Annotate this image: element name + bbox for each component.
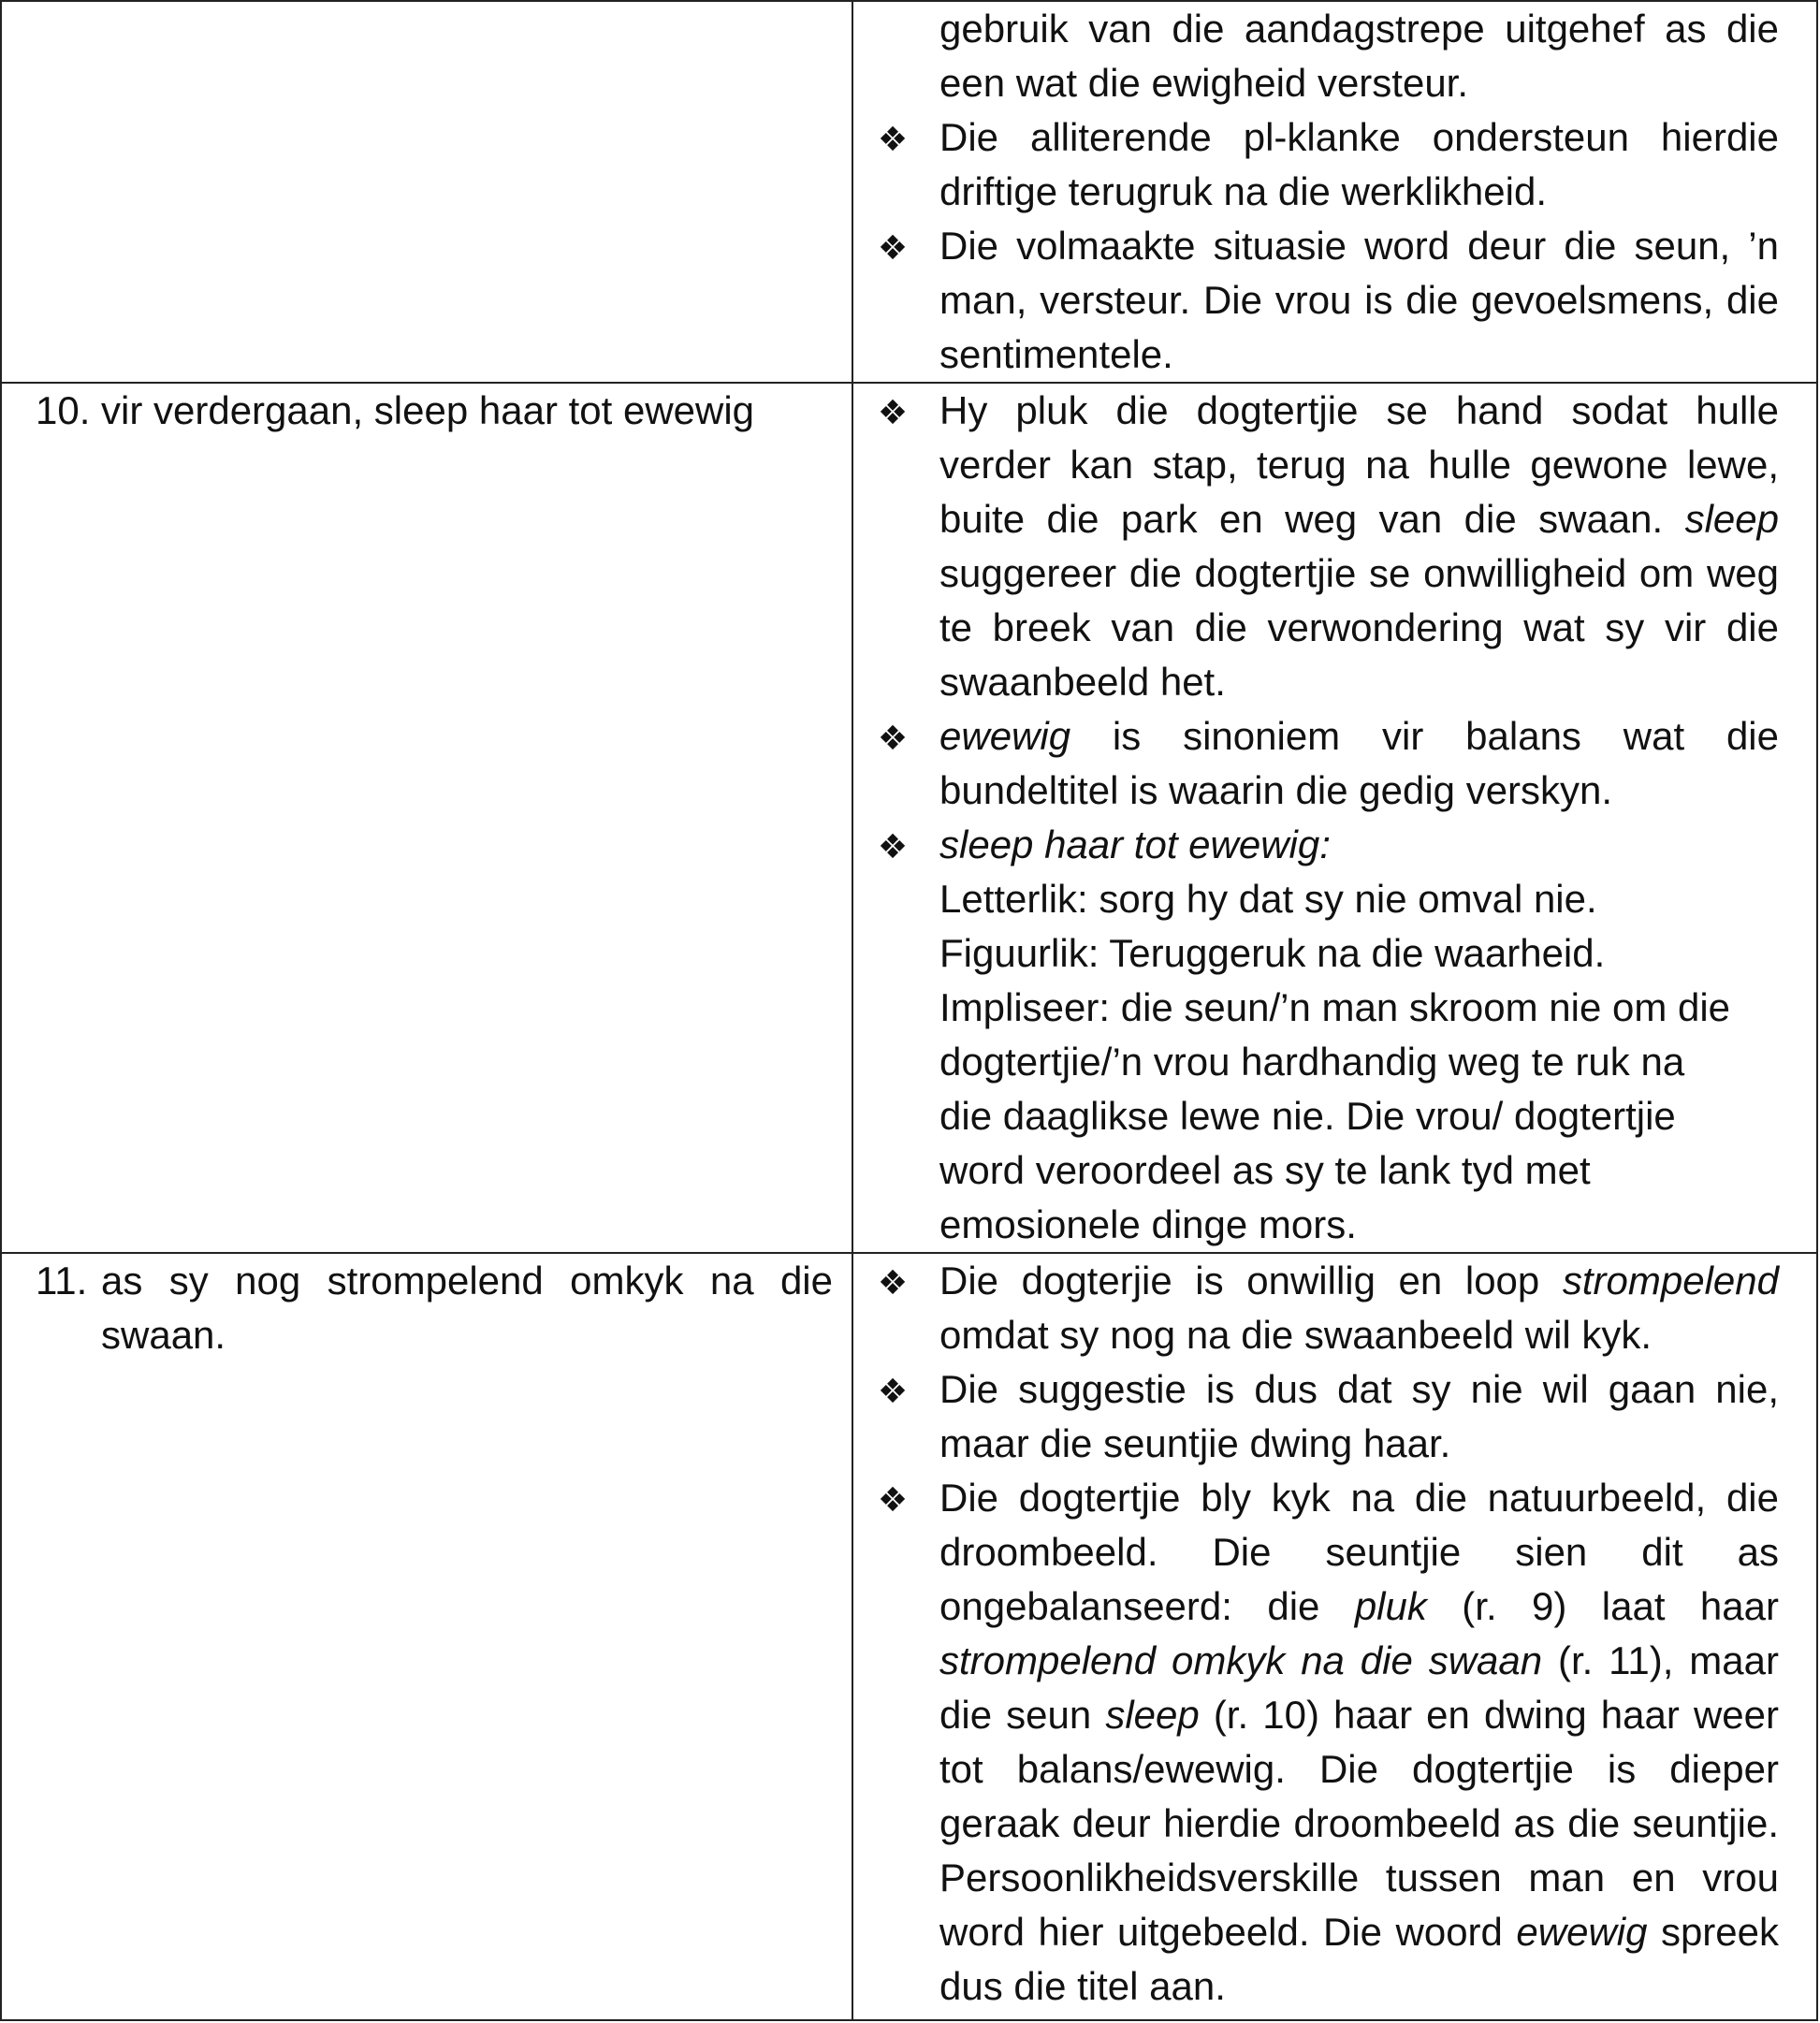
bullet-list xyxy=(853,110,1816,382)
poem-line-cell xyxy=(1,1,852,383)
diamond-bullet-icon: ❖ xyxy=(877,719,909,757)
list-item: ❖ Die volmaakte situasie word deur die seun, ’n man, versteur. Die vrou is die gevoelsmens, die sentimentele. xyxy=(853,219,1779,382)
poem-line xyxy=(2,384,852,438)
bullet-list xyxy=(853,1254,1816,2014)
diamond-bullet-icon: ❖ xyxy=(877,1480,909,1519)
bullet-continuation: gebruik van die aandagstrepe uitgehef as die een wat die ewigheid versteur. xyxy=(939,7,1779,105)
commentary-cell xyxy=(852,1253,1817,2020)
line-number: 10. xyxy=(36,388,91,432)
list-item: ❖ Die alliterende pl-klanke ondersteun hierdie driftige terugruk na die werklikheid. xyxy=(853,110,1779,219)
line-number: 11. xyxy=(36,1259,88,1303)
commentary-cell xyxy=(852,1,1817,383)
list-item: ❖ sleep haar tot ewewig: Letterlik: sorg hy dat sy nie omval nie. Figuurlik: Teruggeruk na die waarheid. Impliseer: die seun/’n man skroom nie om die dogtertjie/’n vrou hardhandig weg te ruk na die daaglikse lewe nie. Die vrou/ dogtertjie word veroordeel as sy te lank tyd met emosionele dinge mors. xyxy=(853,818,1779,1252)
list-item: ❖ Hy pluk die dogtertjie se hand sodat hulle verder kan stap, terug na hulle gewone lewe, buite die park en weg van die swaan. sleep suggereer die dogtertjie se onwilligheid om weg te breek van die verwondering wat sy vir die swaanbeeld het. xyxy=(853,384,1779,709)
poem-line-cell xyxy=(1,1253,852,2020)
line-text: as sy nog strompelend omkyk na die xyxy=(101,1259,833,1303)
table-row xyxy=(1,1253,1817,2020)
diamond-bullet-icon: ❖ xyxy=(877,120,909,158)
diamond-bullet-icon: ❖ xyxy=(877,1263,909,1302)
diamond-bullet-icon: ❖ xyxy=(877,393,909,431)
table-row xyxy=(1,1,1817,383)
list-item: ❖ Die dogtertjie bly kyk na die natuurbeeld, die droombeeld. Die seuntjie sien dit as ongebalanseerd: die pluk (r. 9) laat haar strompelend omkyk na die swaan (r. 11), maar die seun sleep (r. 10) haar en dwing haar weer tot balans/ewewig. Die dogtertjie is dieper geraak deur hierdie droombeeld as die seuntjie. Persoonlikheidsverskille tussen man en vrou word hier uitgebeeld. Die woord ewewig spreek dus die titel aan. xyxy=(853,1471,1779,2014)
list-item: ❖ Die dogterjie is onwillig en loop strompelend omdat sy nog na die swaanbeeld wil kyk. xyxy=(853,1254,1779,1362)
list-item: ❖ ewewig is sinoniem vir balans wat die bundeltitel is waarin die gedig verskyn. xyxy=(853,709,1779,818)
poem-line-cell xyxy=(1,383,852,1253)
list-item: ❖ Die suggestie is dus dat sy nie wil gaan nie, maar die seuntjie dwing haar. xyxy=(853,1362,1779,1471)
table-row xyxy=(1,383,1817,1253)
line-text-continuation: swaan. xyxy=(101,1313,226,1357)
poem-line xyxy=(2,1254,852,1362)
diamond-bullet-icon: ❖ xyxy=(877,228,909,267)
line-text: vir verdergaan, sleep haar tot ewewig xyxy=(101,388,755,432)
diamond-bullet-icon: ❖ xyxy=(877,1372,909,1410)
diamond-bullet-icon: ❖ xyxy=(877,827,909,866)
commentary-cell xyxy=(852,383,1817,1253)
bullet-list xyxy=(853,384,1816,1252)
